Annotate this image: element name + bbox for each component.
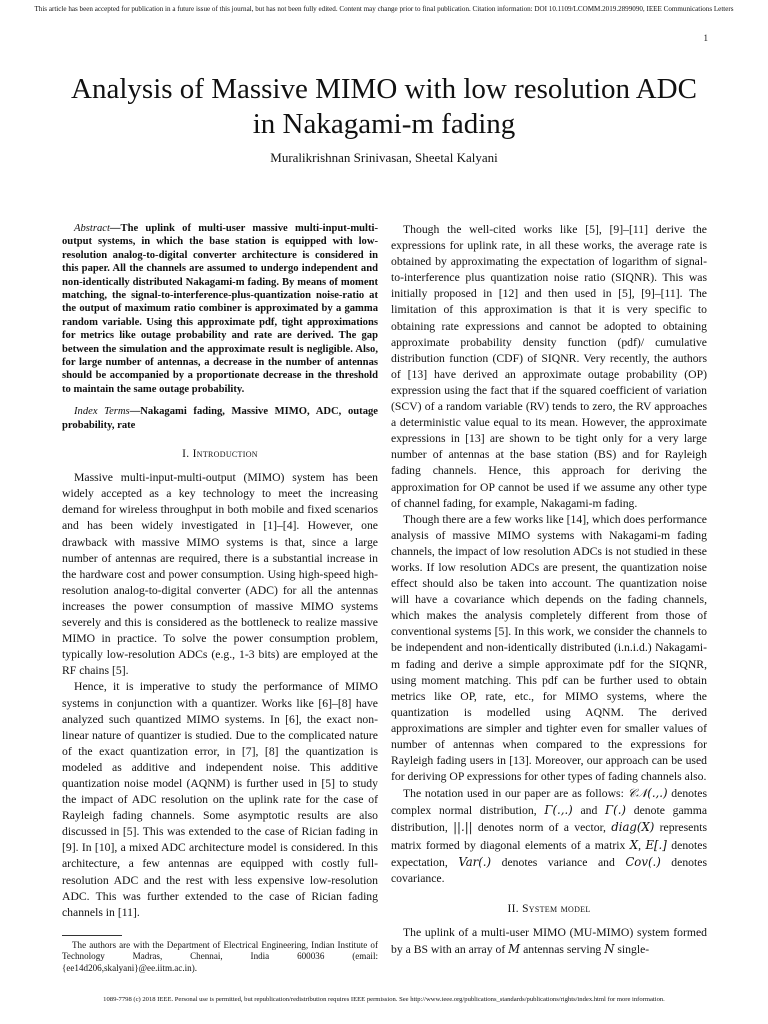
- math-run: 𝒞𝒩(.,.): [627, 786, 668, 801]
- math-run: Γ(.): [605, 803, 626, 818]
- abstract: [62, 222, 378, 396]
- text-run: denotes norm of a vector,: [472, 821, 612, 835]
- math-run: diag(X): [611, 820, 655, 835]
- copyright-footer: 1089-7798 (c) 2018 IEEE. Personal use is permitted, but republication/redistribution requires IEEE permission. See http://www.ieee.org/publications_standards/publications/rights/index.html for more information.: [103, 996, 665, 1003]
- math-run: X: [629, 837, 639, 852]
- text-run: denote gamma distribution,: [391, 804, 708, 835]
- text-run: The notation used in our paper are as follows:: [403, 787, 628, 801]
- author-footnote: The authors are with the Department of Electrical Engineering, Indian Institute of Technology Madras, Chennai, India 600036 (email:{ee14d206,skalyani}@ee.iitm.ac.in).: [62, 939, 378, 973]
- paper-title: Analysis of Massive MIMO with low resolution ADC in Nakagami-m fading: [71, 73, 697, 140]
- abstract-text: —The uplink of multi-user massive multi-input-multi-output systems, in which the base station is equipped with low-resolution analog-to-digital converter architecture is considered in this paper. All the channels are assumed to undergo independent and non-identically distributed Nakagami-m fading. By means of moment matching, the signal-to-interference-plus-quantization noise-ratio at the output of maximum ratio combiner is approximated by a gamma random variable. Using this approximate pdf, tight approximations for metrics like outage probability and rate are derived. The gap between the simulation and the approximate result is negligible. Also, for large number of antennas, a decrease in the number of antennas should be accompanied by a proportionate decrease in the threshold to maintain the same outage probability.: [62, 223, 378, 395]
- section-heading-system-model: [391, 901, 707, 917]
- publication-notice: This article has been accepted for publication in a future issue of this journal, but has not been fully edited. Content may change prior to final publication. Citation information: DOI 10.1109/LCOMM.2019.2899090, IEEE Communications Letters: [34, 5, 734, 13]
- text-run: The uplink of a multi-user MIMO (MU-MIMO) system formed by a BS with an array of: [391, 925, 707, 957]
- math-run: Γ(.,.): [544, 803, 573, 818]
- page-number: 1: [703, 33, 708, 43]
- section-title: System model: [522, 902, 591, 915]
- math-run: E[.]: [645, 837, 667, 852]
- intro-paragraph-1: Massive multi-input-multi-output (MIMO) system has been widely accepted as a key technology to meet the increasing demand for wireless throughput in both mobile and fixed scenarios and has been widely investigated in [1]–[4]. However, one drawback with massive MIMO systems is that, since a large number of antennas are required, there is a substantial increase in the hardware cost and power consumption. Using high-speed high-resolution analog-to-digital converter (ADC) for all the antennas increases the power consumption of massive MIMO systems severely and this is considered as the bottleneck to realize massive MIMO in practice. To solve the power consumption problem, typically low-resolution ADCs (e.g., 1-3 bits) are employed at the RF chains [5].: [62, 471, 378, 678]
- math-run: M: [508, 942, 521, 957]
- section-number: I.: [182, 448, 190, 461]
- text-run: denotes variance and: [491, 855, 626, 869]
- text-run: represents matrix formed by diagonal elements of a matrix: [391, 821, 707, 852]
- math-run: Cov(.): [625, 854, 661, 869]
- text-run: denotes covariance.: [391, 855, 708, 885]
- left-column: [62, 222, 378, 975]
- notation-paragraph: [391, 785, 707, 887]
- math-run: Var(.): [458, 854, 492, 869]
- text-run: single-: [614, 943, 650, 957]
- index-terms: [62, 405, 378, 432]
- system-model-paragraph: [391, 925, 707, 958]
- text-run: denotes expectation,: [391, 838, 707, 869]
- right-paragraph-2: Though there are a few works like [14], which does performance analysis of massive MIMO systems with Nakagami-m fading channels, the impact of low resolution ADCs is not studied in these works. If low resolution ADCs are present, the quantization noise effect should also be taken into account. The quantization noise will have a covariance which depends on the fading channels, which makes the analysis completely different from those of conventional systems [5]. In this work, we consider the channels to be independent and non-identically distributed (i.n.i.d.) Nakagami-m fading and derive a simple approximate pdf for the SIQNR, using moment matching. This pdf can be further used to obtain metrics like OP, rate, etc., for MIMO systems, where the quantization is modelled using AQNM. The derived approximations are simpler and tighter even for smaller values of number of antennas when compared to the expressions for Rayleigh fading users in [13]. Moreover, our approach can be used for deriving OP expressions for other types of fading channels also.: [391, 512, 707, 784]
- index-terms-text: —Nakagami fading, Massive MIMO, ADC, outage probability, rate: [62, 406, 378, 431]
- abstract-label: Abstract: [74, 223, 110, 234]
- section-heading-introduction: [62, 446, 378, 462]
- text-run: antennas serving: [520, 943, 605, 957]
- text-run: ,: [638, 838, 646, 852]
- index-terms-label: Index Terms: [74, 406, 130, 418]
- section-title: Introduction: [192, 448, 258, 461]
- right-column: [391, 222, 707, 958]
- text-run: and: [572, 804, 606, 818]
- footnote-divider: [62, 935, 122, 936]
- text-run: denotes complex normal distribution,: [391, 787, 707, 818]
- section-number: II.: [507, 902, 519, 915]
- math-run: N: [604, 942, 615, 957]
- intro-paragraph-2: Hence, it is imperative to study the performance of MIMO systems in conjunction with a quantizer. Works like [6]–[8] have analyzed such quantized MIMO systems. In [6], the exact non-linear nature of quantizer is studied. Due to the complicated nature of the exact quantization error, in [7], [8] the quantization is modeled as additive and independent noise. This additive quantization noise model (AQNM) is further used in [5] to study the impact of ADC resolution on the uplink rate for the case of Rayleigh fading channels. Some asymptotic results are also discussed in [5]. This was extended to the case of Rician fading in [9]. In [10], a mixed ADC architecture model is considered. In this architecture, a few antennas are equipped with costly full-resolution ADC and the rest with less expensive low-resolution ADC. This was further extended to the case of Rician fading channels in [11].: [62, 680, 378, 919]
- right-paragraph-1: Though the well-cited works like [5], [9]–[11] derive the expressions for uplink rate, in all these works, the average rate is obtained by approximating the expectation of logarithm of signal-to-interference plus quantization noise ratio (SIQNR). This was initially proposed in [12] and then used in [5], [9]–[11]. The limitation of this approximation is that it is very specific to obtaining rate expressions and cannot be adopted to obtaining approximate probability density function (pdf)/ cumulative distribution function (CDF) of SIQNR. Very recently, the authors of [13] have derived an approximate outage probability (OP) expression using the fact that if the squared coefficient of variation (SCV) of a random variable (RV) tends to zero, the RV approaches a deterministic value equal to its mean. However, the approximate expressions in [13] are shown to be tight only for a very large number of antennas at the base station (BS) and for Rayleigh fading channels. Hence, this approach for deriving the approximation for OP cannot be used if we assume any other type of channel fading, for example, Nakagami-m fading.: [391, 223, 707, 510]
- paper-authors: Muralikrishnan Srinivasan, Sheetal Kalyani: [270, 150, 498, 165]
- math-run: ||.||: [453, 820, 473, 835]
